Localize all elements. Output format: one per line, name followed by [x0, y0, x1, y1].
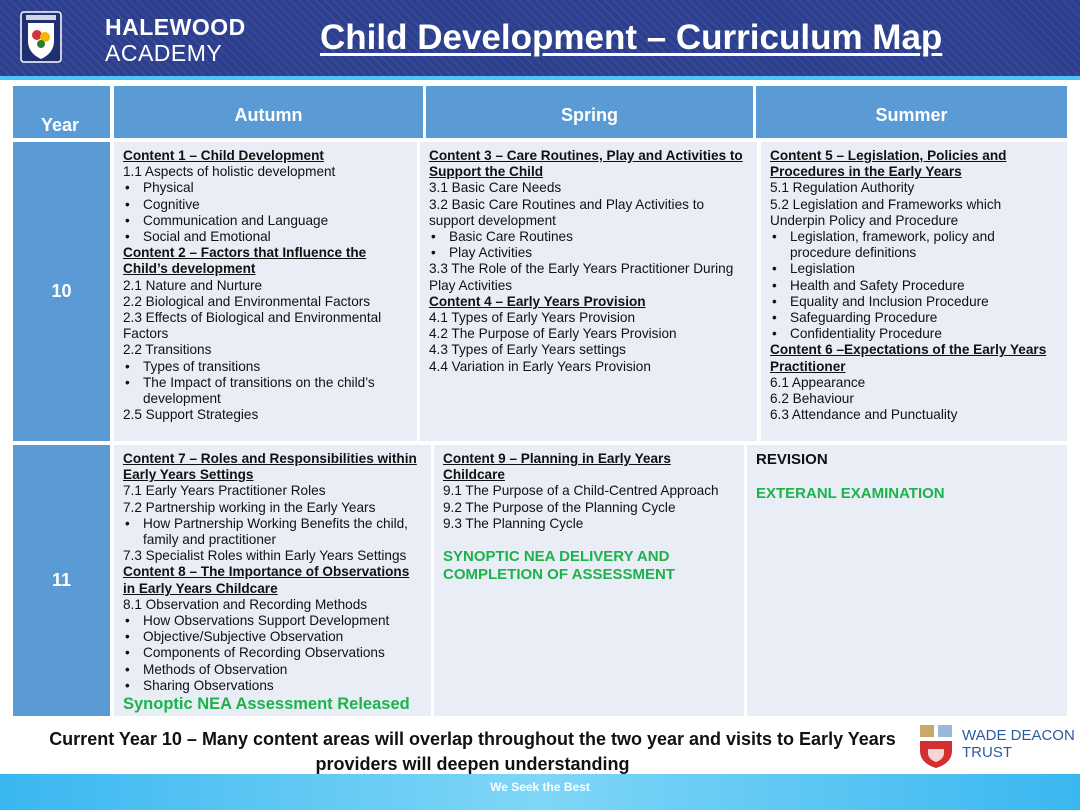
bullet-item: • Components of Recording Observations — [123, 645, 423, 661]
content-heading: Content 3 – Care Routines, Play and Activities to Support the Child — [429, 148, 743, 180]
year-10-label: 10 — [51, 281, 72, 301]
content-item: 4.4 Variation in Early Years Provision — [429, 358, 651, 374]
bullet-item: • Legislation, framework, policy and procedure definitions — [770, 229, 1059, 261]
content-item: 7.2 Partnership working in the Early Years — [123, 499, 376, 515]
bullet-item: • Types of transitions — [123, 359, 409, 375]
content-heading: Content 7 – Roles and Responsibilities within Early Years Settings — [123, 451, 417, 483]
content-item: 3.1 Basic Care Needs — [429, 180, 562, 196]
bullet-item: • Safeguarding Procedure — [770, 310, 1059, 326]
bullet-item: • The Impact of transitions on the child’s development — [123, 375, 409, 407]
summer-header-label: Summer — [875, 105, 948, 125]
content-heading: Content 9 – Planning in Early Years Childcare — [443, 451, 671, 483]
content-item: 4.2 The Purpose of Early Years Provision — [429, 326, 677, 342]
trust-name — [962, 727, 1075, 761]
year-header-label: Year — [41, 115, 80, 135]
content-item: 3.2 Basic Care Routines and Play Activities to support development — [429, 196, 705, 228]
motto: We Seek the Best — [490, 780, 590, 794]
bullet-item: • Equality and Inclusion Procedure — [770, 294, 1059, 310]
content-item: 2.2 Transitions — [123, 342, 212, 358]
content-item: 9.3 The Planning Cycle — [443, 515, 584, 531]
summer-header-cell — [756, 86, 1067, 138]
content-heading: Content 2 – Factors that Influence the Child’s development — [123, 245, 367, 277]
halewood-crest-icon — [20, 11, 62, 63]
content-item: 6.1 Appearance — [770, 374, 866, 390]
school-name-line1: HALEWOOD — [105, 14, 246, 40]
content-item: 1.1 Aspects of holistic development — [123, 164, 336, 180]
content-item: 6.2 Behaviour — [770, 391, 854, 407]
page-header — [0, 0, 1080, 76]
autumn-header-label: Autumn — [234, 105, 303, 125]
content-item: 2.1 Nature and Nurture — [123, 277, 263, 293]
bullet-item: • Play Activities — [429, 245, 749, 261]
bullet-item: • Objective/Subjective Observation — [123, 629, 423, 645]
spacer — [756, 469, 1059, 485]
bullet-item: • Sharing Observations — [123, 678, 423, 694]
content-item: 5.1 Regulation Authority — [770, 180, 915, 196]
bullet-item: • Cognitive — [123, 197, 409, 213]
year-10-cell — [13, 142, 110, 441]
content-item: 5.2 Legislation and Frameworks which Underpin Policy and Procedure — [770, 196, 1002, 228]
bullet-item: • Methods of Observation — [123, 662, 423, 678]
page-title: Child Development – Curriculum Map — [320, 18, 943, 57]
footer-note: Current Year 10 – Many content areas will overlap throughout the two year and visits to Early Years providers will deepen understanding — [49, 729, 896, 774]
year11-summer-cell — [747, 445, 1067, 716]
spacer — [443, 532, 736, 548]
content-item: 7.1 Early Years Practitioner Roles — [123, 483, 326, 499]
content-heading: Content 1 – Child Development — [123, 148, 324, 163]
trust-name-line2: TRUST — [962, 744, 1012, 761]
bullet-item: • How Partnership Working Benefits the child, family and practitioner — [123, 516, 423, 548]
autumn-header-cell — [114, 86, 423, 138]
highlight-text: EXTERANL EXAMINATION — [756, 485, 945, 502]
bullet-item: • Communication and Language — [123, 213, 409, 229]
content-item: 6.3 Attendance and Punctuality — [770, 407, 958, 423]
wade-deacon-shield-icon — [918, 723, 954, 769]
content-heading: Content 5 – Legislation, Policies and Procedures in the Early Years — [770, 148, 1007, 180]
bullet-item: • How Observations Support Development — [123, 613, 423, 629]
year11-spring-cell — [434, 445, 744, 716]
content-heading: Content 4 – Early Years Provision — [429, 293, 646, 309]
bullet-item: • Legislation — [770, 261, 1059, 277]
content-item: 9.1 The Purpose of a Child-Centred Approach — [443, 483, 719, 499]
content-item: 7.3 Specialist Roles within Early Years Settings — [123, 548, 407, 564]
bullet-item: • Confidentiality Procedure — [770, 326, 1059, 342]
content-item: 4.3 Types of Early Years settings — [429, 342, 626, 358]
bullet-item: • Basic Care Routines — [429, 229, 749, 245]
content-item: 9.2 The Purpose of the Planning Cycle — [443, 499, 676, 515]
bullet-item: • Physical — [123, 180, 409, 196]
content-item: 2.5 Support Strategies — [123, 407, 259, 423]
content-heading: Content 6 –Expectations of the Early Years Practitioner — [770, 342, 1047, 374]
content-item: 8.1 Observation and Recording Methods — [123, 596, 368, 612]
content-item: 2.3 Effects of Biological and Environmental Factors — [123, 310, 382, 342]
highlight-text: SYNOPTIC NEA DELIVERY AND COMPLETION OF ASSESSMENT — [443, 548, 675, 584]
year-11-label: 11 — [51, 570, 72, 590]
bullet-item: • Social and Emotional — [123, 229, 409, 245]
school-name — [105, 14, 246, 66]
content-item: 2.2 Biological and Environmental Factors — [123, 293, 371, 309]
revision-label: REVISION — [756, 451, 828, 468]
school-name-line2: ACADEMY — [105, 40, 223, 66]
spring-header-cell — [426, 86, 753, 138]
year-11-cell — [13, 445, 110, 716]
year11-autumn-cell — [114, 445, 431, 716]
year10-autumn-cell — [114, 142, 417, 441]
bullet-item: • Health and Safety Procedure — [770, 278, 1059, 294]
content-heading: Content 8 – The Importance of Observations in Early Years Childcare — [123, 564, 410, 596]
year10-spring-cell — [420, 142, 757, 441]
content-item: 4.1 Types of Early Years Provision — [429, 310, 636, 326]
trust-name-line1: WADE DEACON — [962, 727, 1075, 744]
highlight-text: Synoptic NEA Assessment Released — [123, 695, 410, 714]
header-divider — [0, 76, 1080, 80]
content-item: 3.3 The Role of the Early Years Practitioner During Play Activities — [429, 261, 734, 293]
spring-header-label: Spring — [561, 105, 618, 125]
year-header-cell — [13, 86, 110, 138]
year10-summer-cell — [761, 142, 1067, 441]
